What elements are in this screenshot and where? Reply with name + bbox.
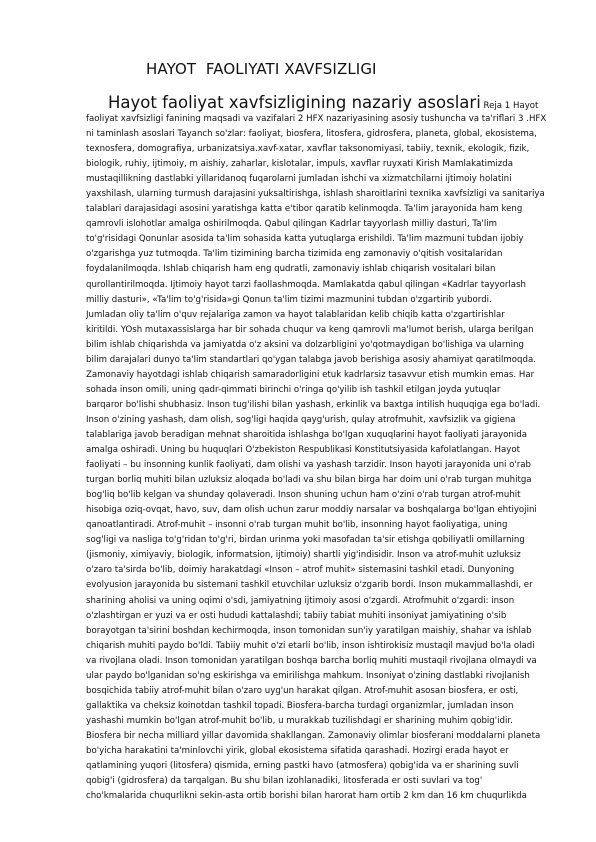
body-line: yashashi mumkin bo'lgan atrof-muhit bo'lib, u murakkab tuzilishdagi er sharining muhim qobig'idir. <box>86 715 513 726</box>
body-line: talablari darajasidagi asosini yaratishga katta e'tibor qaratib kelinmoqda. Ta'lim jarayonida ham keng <box>86 204 523 215</box>
body-line: turgan borliq muhiti bilan uzluksiz aloqada bo'ladi va shu bilan birga har doim uni o'rab turgan muhitga <box>86 475 532 486</box>
body-line: cho'kmalarida chuqurlikni sekin-asta ortib borishi bilan harorat ham ortib 2 km dan 16 km chuqurlikda <box>86 791 527 802</box>
body-line: qanoatlantiradi. Atrof-muhit – insonni o'rab turgan muhit bo'lib, insonning hayot faoliyatiga, uning <box>86 520 508 531</box>
body-line: milliy dasturi», «Ta'lim to'g'risida»gi Qonun ta'lim tizimi mazmunini tubdan o'zgartirib yubordi. <box>86 294 492 305</box>
body-line: talablariga javob beradigan mehnat sharoitida ishlashga bo'lgan xuquqlarini hayot faoliyati jarayonida <box>86 429 527 440</box>
body-line: yaxshilash, ularning turmush darajasini yuksaltirishga, ishlash sharoitlarini texnika xavfsizligi va sanitariya <box>86 189 545 200</box>
body-line: Zamonaviy hayotdagi ishlab chiqarish samaradorligini etuk kadrlarsiz tasavvur etish mumkin emas. Har <box>86 369 535 380</box>
section-heading-text: Hayot faoliyat xavfsizligining nazariy asoslari <box>108 93 481 112</box>
body-line: chiqarish muhiti paydo bo'ldi. Tabiiy muhit o'zi etarli bo'lib, inson ishtirokisiz mustaqil mavjud bo'la oladi <box>86 640 535 651</box>
body-text <box>86 112 572 804</box>
body-line: qatlamining yuqori (litosfera) qismida, erning pastki havo (atmosfera) qobig'ida va er sharining suvli <box>86 761 519 772</box>
body-line: sharining aholisi va uning oqimi o'sdi, jamiyatning ijtimoiy asosi o'zgardi. Atrofmuhit o'zgardi: inson <box>86 595 515 606</box>
body-line: bog'liq bo'lib kelgan va shunday qolaveradi. Inson shuning uchun ham o'zini o'rab turgan atrof-muhit <box>86 490 521 501</box>
body-line: qurollantirilmoqda. Ijtimoiy hayot tarzi faollashmoqda. Mamlakatda qabul qilingan «Kadrlar tayyorlash <box>86 279 526 290</box>
body-line: biologik, ruhiy, ijtimoiy, m aishiy, zaharlar, kislotalar, impuls, xavflar ruyxati Kirish Mamlakatimizda <box>86 159 513 170</box>
body-line: foydalanilmoqda. Ishlab chiqarish ham eng qudratli, zamonaviy ishlab chiqarish vositalari bilan <box>86 264 496 275</box>
body-line: kiritildi. YOsh mutaxassislarga har bir sohada chuqur va keng qamrovli ma'lumot berish, ularga berilgan <box>86 324 534 335</box>
body-line: qamrovli islohotlar amalga oshirilmoqda. Qabul qilingan Kadrlar tayyorlash milliy dasturi, Ta'lim <box>86 219 498 230</box>
body-line: Jumladan oliy ta'lim o'quv rejalariga zamon va hayot talablaridan kelib chiqib katta o'zgartirishlar <box>86 309 505 320</box>
body-line: Biosfera bir necha milliard yillar davomida shakllangan. Zamonaviy olimlar biosferani moddalarni planeta <box>86 730 541 741</box>
body-line: ular paydo bo'lganidan so'ng eskirishga va emirilishga mahkum. Insoniyat o'zining dastlabki rivojlanish <box>86 670 530 681</box>
plan-inline-text: Reja 1 Hayot <box>480 101 539 111</box>
body-line: to'g'risidagi Qonunlar asosida ta'lim sohasida katta yutuqlarga erishildi. Ta'lim mazmuni tubdan ijobiy <box>86 234 524 245</box>
body-line: bo'yicha harakatini ta'minlovchi yirik, global ekosistema sifatida qarashadi. Hozirgi erada hayot er <box>86 745 509 756</box>
body-line: mustaqillikning dastlabki yillaridanoq fuqarolarni jumladan ishchi va xizmatchilarni ijtimoiy holatini <box>86 174 512 185</box>
body-line: ni taminlash asoslari Tayanch so'zlar: faoliyat, biosfera, litosfera, gidrosfera, planeta, global, ekosistema, <box>86 129 537 140</box>
body-line: (jismoniy, ximiyaviy, biologik, informatsion, ijtimoiy) shartli yig'indisidir. Inson va atrof-muhit uzluksiz <box>86 550 521 561</box>
body-line: texnosfera, domografiya, urbanizatsiya.xavf-xatar, xavflar taksonomiyasi, tabiiy, texnik, ekologik, fizik, <box>86 144 530 155</box>
body-line: sog'ligi va nasliga to'g'ridan to'g'ri, birdan urinma yoki masofadan ta'sir etishga qobiliyatli omillarning <box>86 535 525 546</box>
body-line: borayotgan ta'sirini boshdan kechirmoqda, inson tomonidan sun'iy yaratilgan maishiy, shahar va ishlab <box>86 625 532 636</box>
body-line: Inson o'zining yashash, dam olish, sog'ligi haqida qayg'urish, qulay atrofmuhit, xavfsizlik va gigiena <box>86 414 516 425</box>
body-line: qobig'i (gidrosfera) da tarqalgan. Bu shu bilan izohlanadiki, litosferada er osti suvlari va tog' <box>86 776 483 787</box>
section-heading <box>108 93 538 112</box>
body-line: va rivojlana oladi. Inson tomonidan yaratilgan boshqa barcha borliq muhiti mustaqil rivojlana olmaydi va <box>86 655 537 666</box>
body-line: o'zaro ta'sirda bo'lib, doimiy harakatdagi «Inson – atrof muhit» sistemasini tashkil etadi. Dunyoning <box>86 565 515 576</box>
body-line: evolyusion jarayonida bu sistemani tashkil etuvchilar uzluksiz o'zgarib bordi. Inson mukammallashdi, er <box>86 580 533 591</box>
body-line: o'zlashtirgan er yuzi va er osti hududi kattalashdi; tabiiy tabiat muhiti insoniyat jamiyatining o'sib <box>86 610 507 621</box>
body-line: gallaktika va cheksiz koinotdan tashkil topadi. Biosfera-barcha turdagi organizmlar, jumladan inson <box>86 700 514 711</box>
body-line: bilim ishlab chiqarishda va jamiyatda o'z aksini va dolzarbligini yo'qotmaydigan bo'lishiga va ularning <box>86 339 524 350</box>
body-line: bosqichida tabiiy atrof-muhit bilan o'zaro uyg'un harakat qilgan. Atrof-muhit asosan biosfera, er osti, <box>86 685 519 696</box>
body-line: hisobiga oziq-ovqat, havo, suv, dam olish uchun zarur moddiy narsalar va boshqalarga bo'lgan ehtiyojini <box>86 505 537 516</box>
body-line: o'zgarishga yuz tutmoqda. Ta'lim tizimining barcha tizimida eng zamonaviy o'qitish vositalaridan <box>86 249 503 260</box>
body-line: bilim darajalari dunyo ta'lim standartlari qo'ygan talabga javob berishiga asosiy ahamiyat qaratilmoqda. <box>86 354 536 365</box>
body-line: amalga oshiradi. Uning bu huquqlari O'zbekiston Respublikasi Konstitutsiyasida kafolatlangan. Hayot <box>86 445 521 456</box>
body-line: faoliyat xavfsizligi fanining maqsadi va vazifalari 2 HFX nazariyasining asosiy tushuncha va ta'riflari 3 .HFX <box>86 114 547 124</box>
body-line: sohada inson omili, uning qadr-qimmati birinchi o'ringa qo'yilib ish tashkil etilgan joyda yutuqlar <box>86 384 501 395</box>
body-line: faoliyati – bu insonning kunlik faoliyati, dam olishi va yashash tarzidir. Inson hayoti jarayonida uni o'rab <box>86 460 532 471</box>
body-line: barqaror bo'lishi shubhasiz. Inson tug'ilishi bilan yashash, erkinlik va baxtga intilish huquqiga ega bo'ladi. <box>86 399 541 410</box>
document-title: HAYOT FAOLIYATI XAVFSIZLIGI <box>146 60 377 78</box>
